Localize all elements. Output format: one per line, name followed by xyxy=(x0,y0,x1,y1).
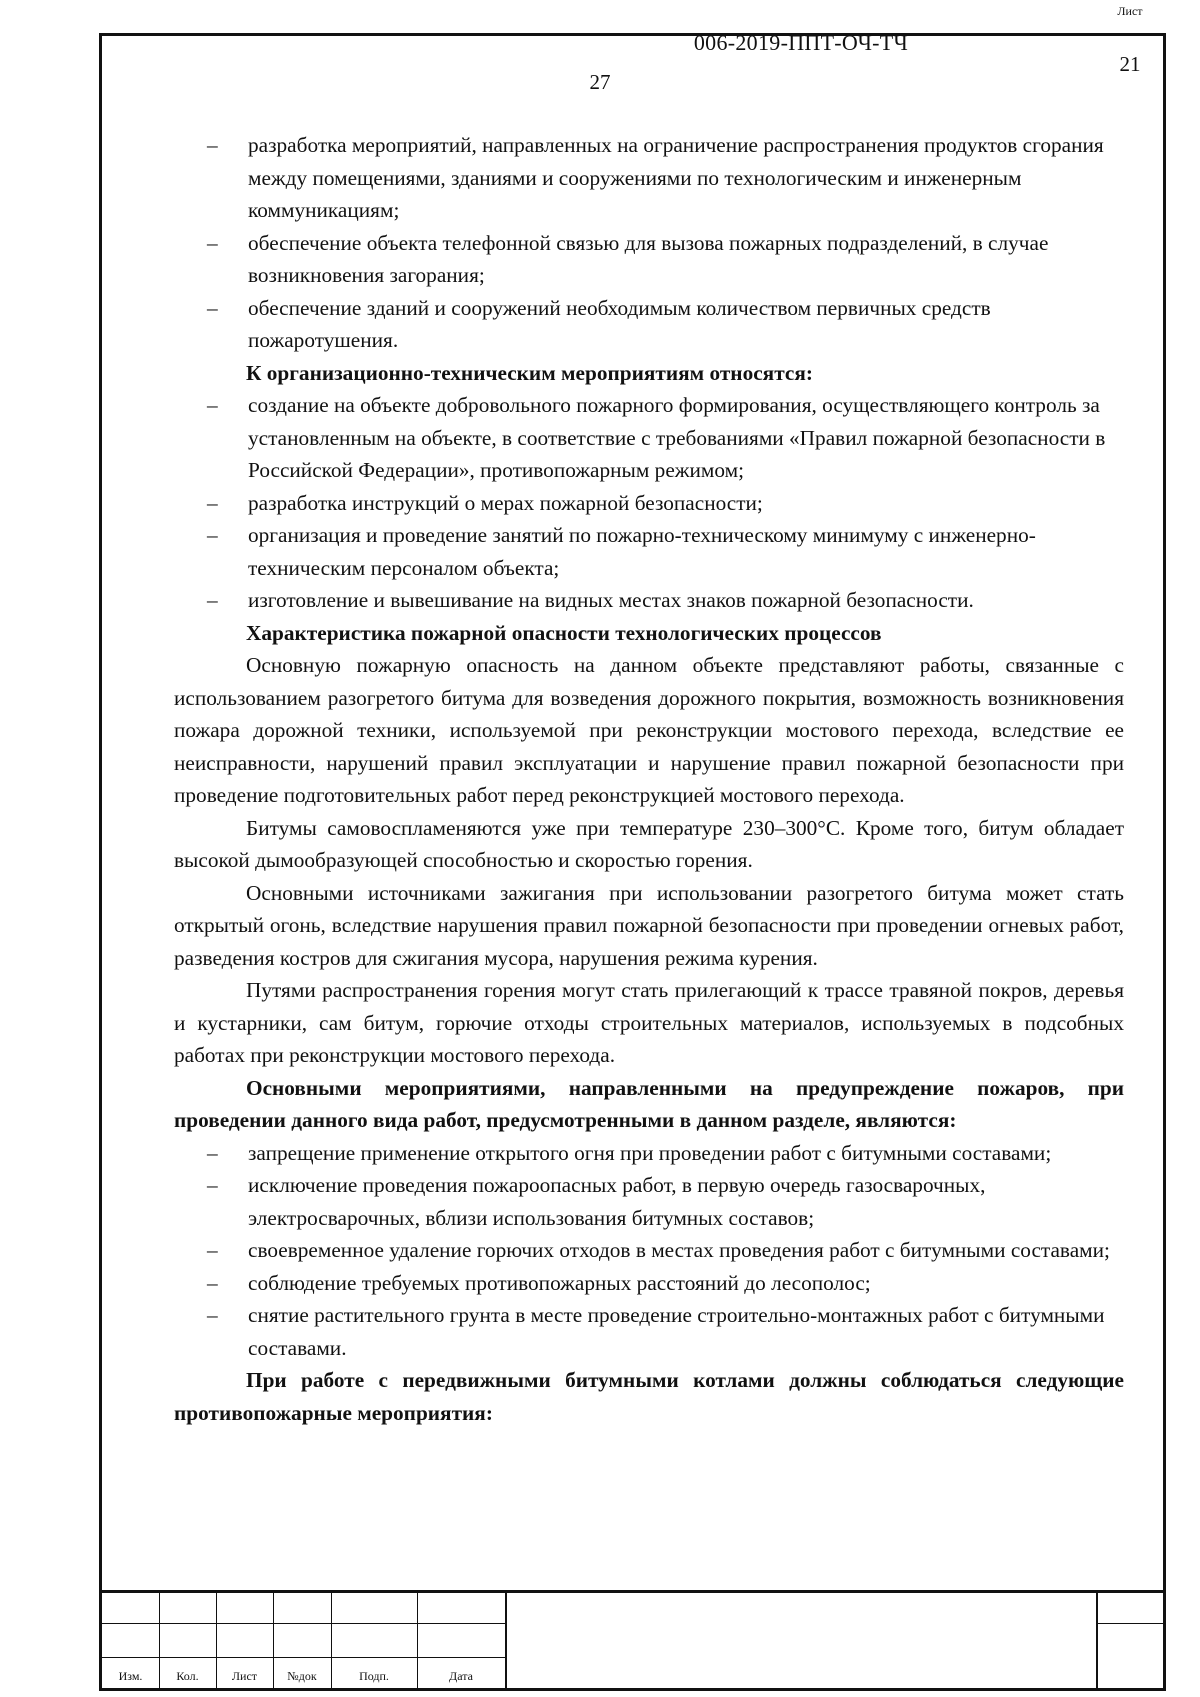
list-item: – разработка мероприятий, направленных на ограничение распространения продуктов сгорания между помещениями, зданиями и сооружениями по технологическим и инженерным коммуникациям; xyxy=(174,129,1124,227)
stamp-row-line xyxy=(1096,1623,1163,1624)
paragraph: Битумы самовоспламеняются уже при температуре 230–300°С. Кроме того, битум обладает высокой дымообразующей способностью и скоростью горения. xyxy=(174,815,1124,872)
stamp-col-kol: Кол. xyxy=(176,1669,199,1683)
section-heading: К организационно-техническим мероприятиям относятся: xyxy=(246,360,813,385)
list-dash: – xyxy=(207,588,218,612)
list-item: – исключение проведения пожароопасных работ, в первую очередь газосварочных, электросварочных, вблизи использования битумных составов; xyxy=(174,1169,1124,1234)
stamp-col-list: Лист xyxy=(231,1669,258,1683)
stamp-col-ndok: №док xyxy=(287,1669,317,1683)
paragraph: Основную пожарную опасность на данном объекте представляют работы, связанные с использованием разогретого битума для возведения дорожного покрытия, возможность возникновения пожара дорожной техники, используемой при реконструкции мостового перехода, вследствие ее неисправности, нарушений правил эксплуатации и нарушение правил пожарной безопасности при проведение подготовительных работ перед реконструкцией мостового перехода. xyxy=(174,653,1124,807)
stamp-row-line xyxy=(102,1657,506,1658)
list-item: – запрещение применение открытого огня при проведении работ с битумными составами; xyxy=(174,1137,1124,1170)
list-item: – разработка инструкций о мерах пожарной безопасности; xyxy=(174,487,1124,520)
list-item: – соблюдение требуемых противопожарных расстояний до лесополос; xyxy=(174,1267,1124,1300)
document-code: 006-2019-ППТ-ОЧ-ТЧ xyxy=(693,30,909,55)
stamp-row-line xyxy=(102,1623,506,1624)
title-block xyxy=(102,1590,1163,1688)
list-dash: – xyxy=(207,133,218,157)
sheet-label: Лист xyxy=(1117,4,1143,18)
page-number: 27 xyxy=(589,70,611,94)
list-dash: – xyxy=(207,1140,218,1165)
list-dash: – xyxy=(207,393,218,417)
bold-paragraph: При работе с передвижными битумными котлами должны соблюдаться следующие противопожарные мероприятия: xyxy=(174,1368,1124,1425)
list-item: – создание на объекте добровольного пожарного формирования, осуществляющего контроль за установленным на объекте, в соответствие с требованиями «Правил пожарной безопасности в Российской Федерации», противопожарным режимом; xyxy=(174,389,1124,487)
list-dash: – xyxy=(207,523,218,547)
sheet-number: 21 xyxy=(1119,52,1141,76)
section-heading: Характеристика пожарной опасности технологических процессов xyxy=(246,620,882,645)
list-dash: – xyxy=(207,1270,218,1295)
list-dash: – xyxy=(207,1238,218,1262)
stamp-col-podp: Подп. xyxy=(359,1669,389,1683)
list-dash: – xyxy=(207,230,218,255)
list-item: – организация и проведение занятий по пожарно-техническому минимуму с инженерно-техническим персоналом объекта; xyxy=(174,519,1124,584)
list-item: – своевременное удаление горючих отходов в местах проведения работ с битумными составами; xyxy=(174,1234,1124,1267)
bold-paragraph: Основными мероприятиями, направленными на предупреждение пожаров, при проведении данного вида работ, предусмотренными в данном разделе, являются: xyxy=(174,1075,1124,1132)
stamp-col-izm: Изм. xyxy=(118,1669,143,1683)
list-item: – обеспечение зданий и сооружений необходимым количеством первичных средств пожаротушения. xyxy=(174,292,1124,357)
stamp-col-line xyxy=(1096,1593,1098,1688)
list-dash: – xyxy=(207,490,218,515)
stamp-col-line xyxy=(505,1593,507,1688)
list-item: – изготовление и вывешивание на видных местах знаков пожарной безопасности. xyxy=(174,584,1124,617)
list-item: – обеспечение объекта телефонной связью для вызова пожарных подразделений, в случае возникновения загорания; xyxy=(174,227,1124,292)
list-item: – снятие растительного грунта в месте проведение строительно-монтажных работ с битумными составами. xyxy=(174,1299,1124,1364)
list-dash: – xyxy=(207,295,218,320)
stamp-col-data: Дата xyxy=(449,1669,473,1683)
list-dash: – xyxy=(207,1303,218,1327)
paragraph: Путями распространения горения могут стать прилегающий к трассе травяной покров, деревья и кустарники, сам битум, горючие отходы строительных материалов, используемых в подсобных работах при реконструкции мостового перехода. xyxy=(174,978,1124,1067)
list-dash: – xyxy=(207,1173,218,1197)
paragraph: Основными источниками зажигания при использовании разогретого битума может стать открытый огонь, вследствие нарушения правил пожарной безопасности при проведении огневых работ, разведения костров для сжигания мусора, нарушения режима курения. xyxy=(174,880,1124,970)
document-body xyxy=(174,129,1124,1429)
